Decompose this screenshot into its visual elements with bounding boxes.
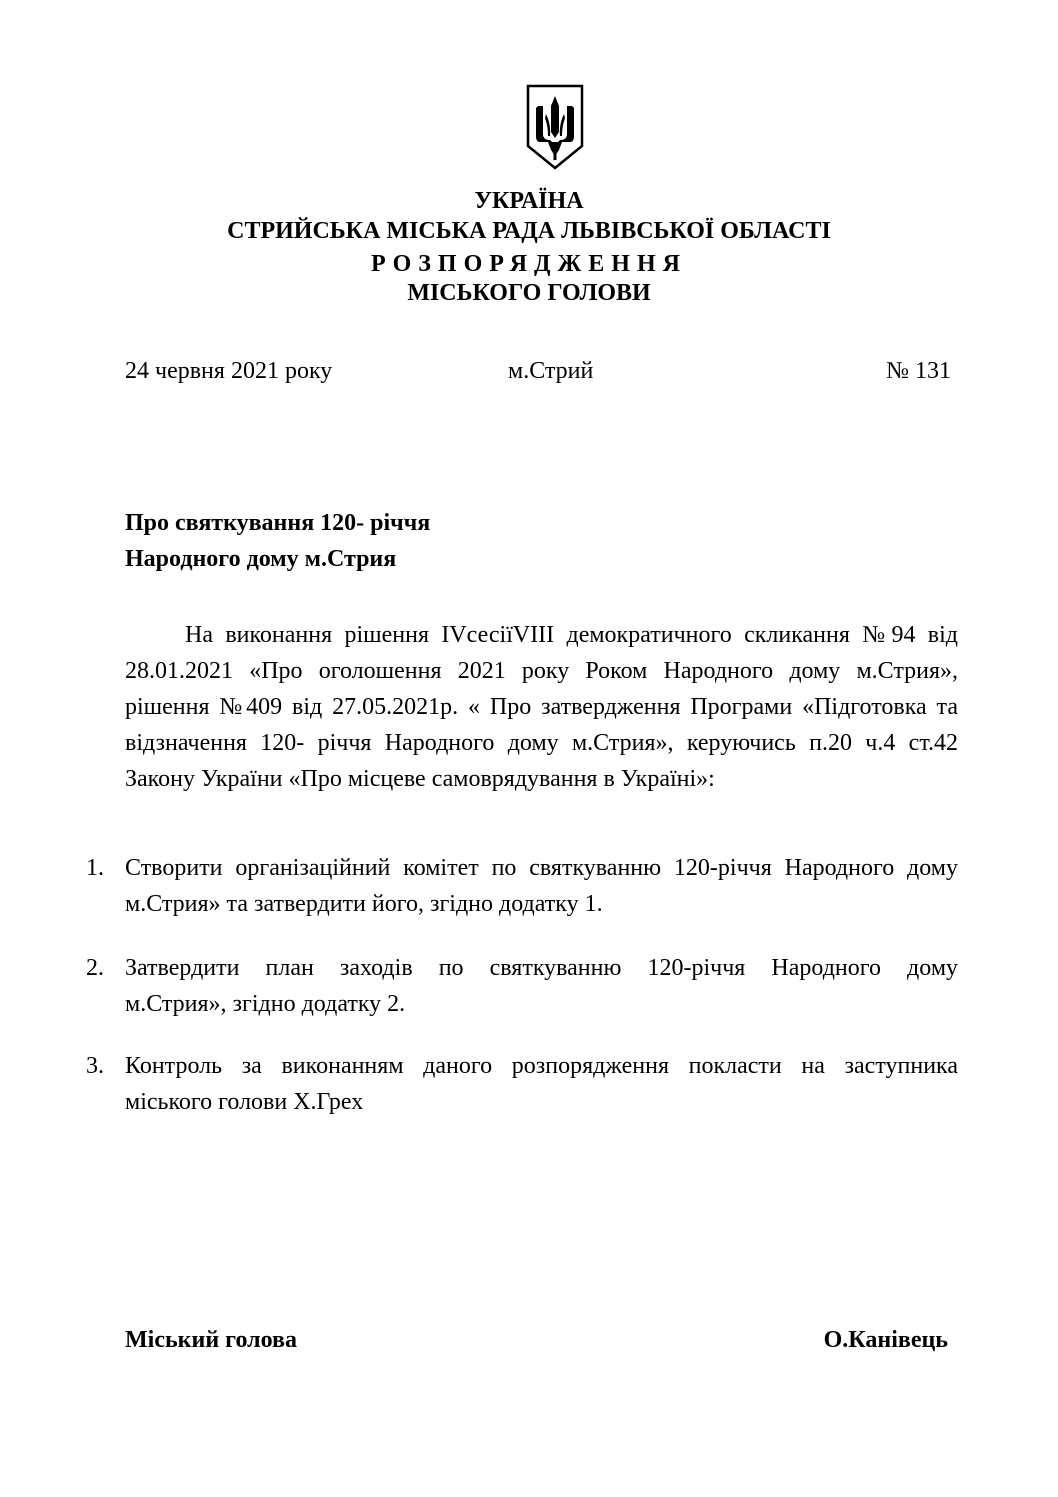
list-item-number: 3. [86,1053,104,1079]
header-issuer: МІСЬКОГО ГОЛОВИ [407,280,651,306]
preamble-line: рішення №409 від 27.05.2021р. « Про затвердження Програми «Підготовка та [125,694,958,720]
document-date: 24 червня 2021 року [125,358,333,384]
signature-title: Міський голова [125,1327,297,1353]
signature-name: О.Канівець [823,1327,948,1353]
list-item-line: м.Стрия» та затвердити його, згідно додатку 1. [125,891,603,917]
document-number: № 131 [886,358,951,384]
header-doc-type: РОЗПОРЯДЖЕННЯ [371,251,687,277]
preamble-line: Закону України «Про місцеве самоврядування в Україні»: [125,766,715,792]
preamble-line: 28.01.2021 «Про оголошення 2021 року Роком Народного дому м.Стрия», [125,658,958,684]
list-item-line: Створити організаційний комітет по святкуванню 120-річчя Народного дому [125,855,958,881]
preamble-paragraph [125,617,958,797]
ukraine-trident-emblem-icon [526,84,584,170]
document-subject [125,505,430,577]
subject-line: Народного дому м.Стрия [125,546,397,572]
list-item-number: 1. [86,855,104,881]
list-item-line: м.Стрия», згідно додатку 2. [125,991,406,1017]
list-item-line: Контроль за виконанням даного розпорядження покласти на заступника [125,1053,958,1079]
list-item-number: 2. [86,955,104,981]
preamble-line: На виконання рішення IVсесіїVIII демократичного скликання №94 від [185,622,958,648]
list-item-line: Затвердити план заходів по святкуванню 120-річчя Народного дому [125,955,958,981]
header-country: УКРАЇНА [474,188,584,214]
header-council: СТРИЙСЬКА МІСЬКА РАДА ЛЬВІВСЬКОЇ ОБЛАСТІ [227,218,831,244]
subject-line: Про святкування 120- річчя [125,510,431,536]
document-city: м.Стрий [508,358,594,384]
preamble-line: відзначення 120- річчя Народного дому м.Стрия», керуючись п.20 ч.4 ст.42 [125,730,958,756]
list-item-line: міського голови Х.Грех [125,1089,364,1115]
